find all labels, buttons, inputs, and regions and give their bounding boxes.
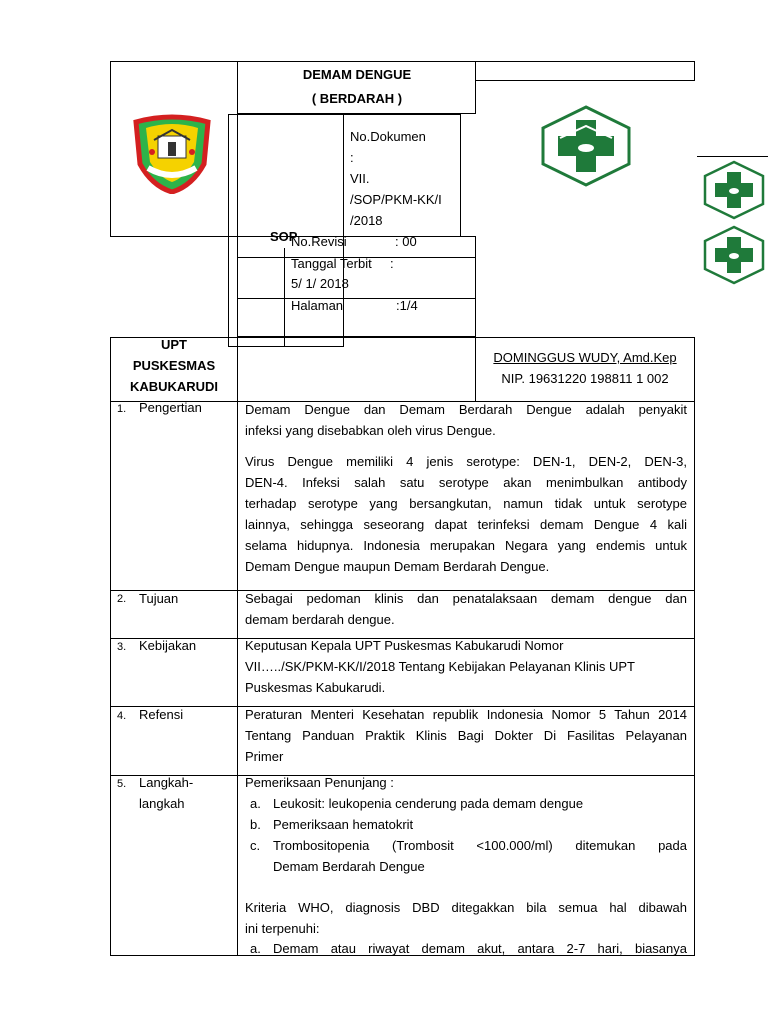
list-item: Demam Berdarah Dengue: [273, 859, 425, 874]
divider: [237, 298, 476, 299]
section-text: infeksi yang disebabkan oleh virus Dengue.: [245, 423, 496, 438]
puskesmas-logo: [540, 104, 632, 188]
section-title: Kebijakan: [139, 638, 197, 653]
tanggal-terbit-value: 5/ 1/ 2018: [291, 276, 349, 291]
puskesmas-logo-small: [703, 160, 765, 220]
section-text: Demam Dengue maupun Demam Berdarah Dengue.: [245, 559, 550, 574]
section-text: selama hidupnya. Indonesia merupakan Negara yang endemis untuk: [245, 538, 687, 553]
section-text: Sebagai pedoman klinis dan penatalaksaan demam dengue dan: [245, 591, 687, 606]
halaman-label: Halaman: [291, 298, 344, 313]
section-number: 3.: [117, 641, 127, 653]
divider: [237, 401, 238, 956]
list-marker: c.: [250, 838, 261, 853]
section-number: 2.: [117, 593, 127, 605]
blank-cell: [237, 337, 476, 402]
sop-label: SOP: [270, 229, 298, 244]
section-text: Primer: [245, 749, 284, 764]
divider: [284, 248, 285, 347]
section-number: 5.: [117, 778, 127, 790]
section-text: Peraturan Menteri Kesehatan republik Indonesia Nomor 5 Tahun 2014: [245, 707, 687, 722]
no-revisi-value: : 00: [395, 234, 417, 249]
list-item: Leukosit: leukopenia cenderung pada demam dengue: [273, 796, 584, 811]
no-revisi-label: No.Revisi: [291, 234, 347, 249]
revision-block: [237, 236, 476, 337]
section-text: DEN-4. Infeksi salah satu serotype akan menimbulkan antibody: [245, 475, 687, 490]
divider: [110, 775, 695, 776]
signatory-name: DOMINGGUS WUDY, Amd.Kep: [493, 350, 677, 365]
list-item: Pemeriksaan hematokrit: [273, 817, 414, 832]
signatory-nip: NIP. 19631220 198811 1 002: [501, 371, 669, 386]
section-text: demam berdarah dengue.: [245, 612, 395, 627]
list-marker: a.: [250, 796, 261, 811]
institution-name: KABUKARUDI: [129, 379, 219, 394]
list-marker: b.: [250, 817, 261, 832]
list-item: Demam atau riwayat demam akut, antara 2-7 hari, biasanya: [273, 941, 687, 955]
section-text: Kriteria WHO, diagnosis DBD ditegakkan bila semua hal dibawah: [245, 900, 687, 915]
no-dokumen-value: VII.: [350, 171, 370, 186]
section-text: Tentang Panduan Praktik Klinis Bagi Dokter Di Fasilitas Pelayanan: [245, 728, 687, 743]
no-dokumen-value: /2018: [350, 213, 383, 228]
section-title: Pengertian: [139, 400, 202, 415]
section-text: Pemeriksaan Penunjang :: [245, 775, 394, 790]
doc-title-line2: ( BERDARAH ): [311, 91, 403, 106]
divider: [697, 156, 768, 157]
section-title: langkah: [139, 796, 185, 811]
section-title: Refensi: [139, 707, 184, 722]
halaman-value: :1/4: [396, 298, 418, 313]
top-right-strip: [475, 61, 695, 81]
section-text: ini terpenuhi:: [245, 921, 320, 936]
no-dokumen-colon: :: [350, 150, 354, 165]
section-text: Keputusan Kepala UPT Puskesmas Kabukarudi Nomor: [245, 638, 564, 653]
puskesmas-logo-small: [703, 225, 765, 285]
regional-emblem-logo: [132, 112, 212, 194]
section-text: Virus Dengue memiliki 4 jenis serotype: DEN-1, DEN-2, DEN-3,: [245, 454, 687, 469]
section-text: lainnya, sehingga seseorang dapat terinfeksi demam Dengue 4 kali: [245, 517, 687, 532]
section-text: terhadap serotype yang bersangkutan, namun tidak untuk serotype: [245, 496, 687, 511]
no-dokumen-label: No.Dokumen: [350, 129, 426, 144]
institution-name: UPT: [161, 337, 187, 352]
doc-title-line1: DEMAM DENGUE: [302, 67, 412, 82]
section-text: Demam Dengue dan Demam Berdarah Dengue adalah penyakit: [245, 402, 687, 417]
section-number: 4.: [117, 710, 127, 722]
institution-name: PUSKESMAS: [132, 358, 216, 373]
section-title: Langkah-: [139, 775, 194, 790]
list-marker: a.: [250, 941, 261, 956]
section-number: 1.: [117, 403, 127, 415]
section-text: VII…../SK/PKM-KK/I/2018 Tentang Kebijakan Pelayanan Klinis UPT: [245, 659, 635, 674]
no-dokumen-value: /SOP/PKM-KK/I: [350, 192, 442, 207]
tanggal-terbit-colon: :: [390, 256, 394, 271]
section-title: Tujuan: [139, 591, 179, 606]
list-item: Trombositopenia (Trombosit <100.000/ml) ditemukan pada: [273, 838, 687, 853]
tanggal-terbit-label: Tanggal Terbit: [291, 256, 372, 271]
section-text: Puskesmas Kabukarudi.: [245, 680, 386, 695]
